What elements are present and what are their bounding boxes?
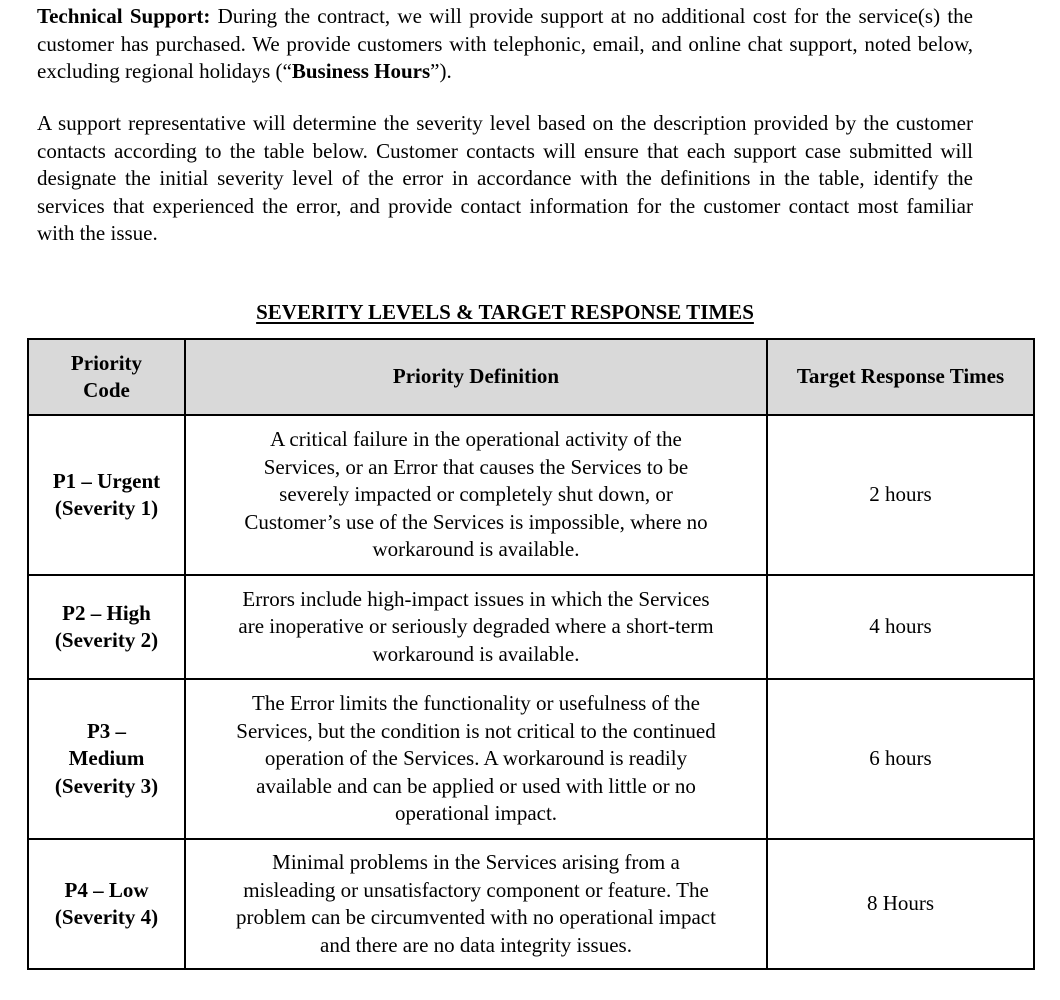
definition-line: and there are no data integrity issues. — [320, 932, 632, 957]
definition-line: workaround is available. — [372, 641, 580, 666]
header-priority-definition: Priority Definition — [185, 339, 767, 415]
technical-support-label: Technical Support: — [37, 4, 211, 28]
severity-table — [27, 338, 1035, 970]
target-response-cell: 2 hours — [767, 415, 1034, 575]
table-row-p4 — [28, 839, 1034, 969]
priority-code-line: P4 – Low — [64, 877, 149, 902]
definition-line: workaround is available. — [372, 537, 580, 562]
definition-line: problem can be circumvented with no operational impact — [236, 905, 716, 929]
header-priority-code-line1: Priority — [70, 350, 143, 375]
header-target-response-times: Target Response Times — [767, 339, 1034, 415]
priority-definition-cell — [185, 575, 767, 679]
table-row-p3 — [28, 679, 1034, 839]
definition-line: are inoperative or seriously degraded where a short-term — [238, 614, 714, 639]
definition-line: Errors include high-impact issues in which the Services — [242, 586, 710, 611]
definition-line: available and can be applied or used with little or no — [256, 773, 696, 798]
priority-definition-cell — [185, 679, 767, 839]
severity-determination-paragraph: A support representative will determine the severity level based on the description provided by the customer contacts according to the table below. Customer contacts will ensure that each support case submitted will designate the initial severity level of the error in accordance with the definitions in the table, identify the services that experienced the error, and provide contact information for the customer contact most familiar with the issue. — [37, 111, 973, 245]
business-hours-term: Business Hours — [291, 59, 431, 83]
target-response-cell: 8 Hours — [767, 839, 1034, 969]
priority-code-line: P2 – High — [62, 600, 151, 625]
priority-code-line: (Severity 2) — [54, 628, 159, 652]
definition-line: misleading or unsatisfactory component or feature. The — [243, 877, 709, 902]
definition-line: Minimal problems in the Services arising from a — [272, 850, 680, 874]
definition-line: severely impacted or completely shut down, or — [279, 482, 673, 507]
priority-definition-cell — [185, 839, 767, 969]
definition-line: Services, but the condition is not critical to the continued — [236, 718, 716, 743]
priority-definition-cell — [185, 415, 767, 575]
table-row-p1 — [28, 415, 1034, 575]
header-priority-code-line2: Code — [83, 378, 130, 402]
technical-support-text-1: During the contract, we will provide support at no additional cost for the service(s) the customer has purchased. We provide customers with telephonic, email, and online chat support, noted below, excluding regional holidays (“ — [37, 4, 973, 83]
definition-line: The Error limits the functionality or usefulness of the — [252, 691, 700, 716]
target-response-cell: 4 hours — [767, 575, 1034, 679]
definition-line: A critical failure in the operational activity of the — [270, 427, 682, 452]
definition-line: operational impact. — [394, 801, 558, 826]
definition-line: Services, or an Error that causes the Services to be — [263, 454, 689, 479]
priority-code-line: (Severity 3) — [54, 773, 159, 798]
technical-support-paragraph — [37, 3, 973, 86]
priority-code-cell — [28, 839, 185, 969]
technical-support-text-2: ”). — [430, 59, 452, 83]
priority-code-cell — [28, 575, 185, 679]
priority-code-line: (Severity 1) — [54, 496, 159, 520]
table-header-row — [28, 339, 1034, 415]
priority-code-line: (Severity 4) — [54, 905, 159, 929]
definition-line: operation of the Services. A workaround is readily — [264, 746, 688, 771]
table-row-p2 — [28, 575, 1034, 679]
priority-code-cell — [28, 679, 185, 839]
section-title: SEVERITY LEVELS & TARGET RESPONSE TIMES — [256, 300, 754, 324]
priority-code-line: P3 – — [86, 718, 127, 743]
priority-code-cell — [28, 415, 185, 575]
target-response-cell: 6 hours — [767, 679, 1034, 839]
priority-code-line: P1 – Urgent — [52, 468, 161, 493]
header-priority-code — [28, 339, 185, 415]
priority-code-line: Medium — [68, 746, 145, 771]
definition-line: Customer’s use of the Services is impossible, where no — [244, 509, 708, 534]
